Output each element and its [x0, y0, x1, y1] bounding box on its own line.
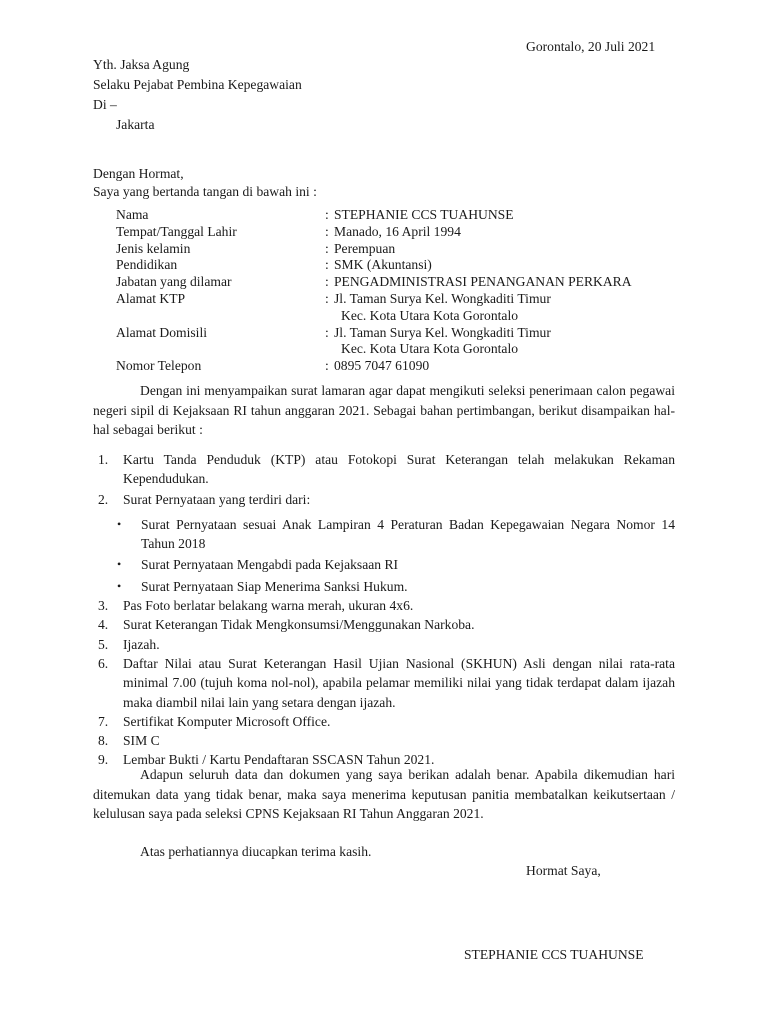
list-number: 6. — [98, 655, 109, 671]
bullet-icon: • — [117, 516, 122, 531]
thanks-line: Atas perhatiannya diucapkan terima kasih. — [140, 844, 372, 859]
identity-row — [116, 325, 632, 359]
list-text: Kartu Tanda Penduduk (KTP) atau Fotokopi Surat Keterangan telah melakukan Rekaman Kependudukan. — [123, 452, 675, 487]
attachment-list — [93, 450, 675, 770]
list-item — [93, 712, 675, 731]
list-text: Surat Keterangan Tidak Mengkonsumsi/Menggunakan Narkoba. — [123, 617, 475, 633]
place-date: Gorontalo, 20 Juli 2021 — [526, 39, 656, 54]
list-number: 4. — [98, 617, 109, 633]
sub-bullet-item — [117, 515, 675, 554]
identity-label: Alamat KTP — [116, 290, 186, 306]
address-line: Kec. Kota Utara Kota Gorontalo — [341, 307, 519, 323]
list-item — [93, 731, 675, 750]
body-paragraph — [93, 381, 675, 440]
identity-value: Manado, 16 April 1994 — [334, 223, 461, 239]
list-text: Ijazah. — [123, 636, 160, 652]
identity-value: Perempuan — [334, 240, 396, 256]
identity-colon: : — [325, 207, 329, 222]
list-item — [93, 635, 675, 654]
salutation: Dengan Hormat, — [93, 166, 184, 181]
list-number: 5. — [98, 636, 109, 652]
sub-bullet-text: Surat Pernyataan sesuai Anak Lampiran 4 Peraturan Badan Kepegawaian Negara Nomor 14 Tahun 2018 — [141, 516, 675, 552]
bullet-icon: • — [117, 557, 122, 572]
list-item — [93, 490, 675, 596]
closing-paragraph-text: Adapun seluruh data dan dokumen yang saya berikan adalah benar. Apabila dikemudian hari ditemukan data yang tidak benar, maka saya menerima keputusan panitia membatalkan keikutsertaan / kelulusan saya pada seleksi CPNS Kejaksaan RI Tahun Anggaran 2021. — [93, 767, 675, 821]
identity-label: Jenis kelamin — [116, 240, 191, 256]
identity-row — [116, 291, 632, 325]
identity-colon: : — [325, 274, 329, 290]
identity-label: Nama — [116, 207, 149, 222]
identity-label: Pendidikan — [116, 257, 178, 273]
sub-bullet-item — [117, 555, 675, 574]
list-number: 3. — [98, 598, 109, 614]
body-paragraph-text: Dengan ini menyampaikan surat lamaran agar dapat mengikuti seleksi penerimaan calon pegawai negeri sipil di Kejaksaan RI tahun anggaran 2021. Sebagai bahan pertimbangan, berikut disampaikan hal-hal sebagai berikut : — [93, 383, 675, 437]
bullet-icon: • — [117, 578, 122, 593]
list-number: 7. — [98, 713, 109, 729]
list-number: 9. — [98, 752, 109, 768]
identity-label: Tempat/Tanggal Lahir — [116, 223, 237, 239]
recipient-line: Di – — [93, 97, 117, 112]
list-item — [93, 615, 675, 634]
list-text: Lembar Bukti / Kartu Pendaftaran SSCASN Tahun 2021. — [123, 752, 435, 768]
recipient-city: Jakarta — [116, 117, 155, 132]
sub-bullet-text: Surat Pernyataan Siap Menerima Sanksi Hukum. — [141, 578, 408, 594]
sign-off: Hormat Saya, — [526, 863, 601, 878]
identity-value: PENGADMINISTRASI PENANGANAN PERKARA — [334, 274, 632, 290]
list-item — [93, 596, 675, 615]
identity-value — [334, 325, 632, 359]
recipient-line: Selaku Pejabat Pembina Kepegawaian — [93, 77, 302, 92]
address-line: Kec. Kota Utara Kota Gorontalo — [341, 341, 519, 357]
identity-value — [334, 291, 632, 325]
list-item — [93, 654, 675, 712]
list-number: 8. — [98, 733, 109, 749]
identity-row — [116, 257, 632, 274]
identity-value: SMK (Akuntansi) — [334, 257, 432, 273]
list-number: 2. — [98, 491, 109, 507]
identity-value: 0895 7047 61090 — [334, 358, 430, 374]
list-text: Pas Foto berlatar belakang warna merah, ukuran 4x6. — [123, 598, 414, 614]
identity-colon: : — [325, 240, 329, 256]
address-line: Jl. Taman Surya Kel. Wongkaditi Timur — [334, 324, 551, 340]
list-number: 1. — [98, 452, 109, 467]
intro-line: Saya yang bertanda tangan di bawah ini : — [93, 184, 317, 199]
greeting-block — [93, 165, 317, 201]
identity-colon: : — [325, 257, 329, 273]
identity-row — [116, 207, 632, 224]
identity-row — [116, 358, 632, 375]
recipient-block — [93, 55, 302, 135]
signer-name: STEPHANIE CCS TUAHUNSE — [464, 947, 644, 962]
identity-colon: : — [325, 290, 329, 306]
sub-bullet-text: Surat Pernyataan Mengabdi pada Kejaksaan RI — [141, 557, 399, 573]
sub-bullet-list — [117, 515, 675, 596]
identity-colon: : — [325, 324, 329, 340]
identity-label: Nomor Telepon — [116, 358, 202, 374]
identity-row — [116, 274, 632, 291]
identity-colon: : — [325, 358, 329, 374]
list-text: Daftar Nilai atau Surat Keterangan Hasil Ujian Nasional (SKHUN) Asli dengan nilai rata-rata minimal 7.00 (tujuh koma nol-nol), apabila pelamar memiliki nilai yang tidak terdapat dalam ijazah maka diambil nilai lain yang setara dengan ijazah. — [123, 655, 675, 710]
identity-row — [116, 241, 632, 258]
address-line: Jl. Taman Surya Kel. Wongkaditi Timur — [334, 290, 551, 306]
list-text: Surat Pernyataan yang terdiri dari: — [123, 491, 311, 507]
identity-label: Jabatan yang dilamar — [116, 274, 232, 290]
recipient-line: Yth. Jaksa Agung — [93, 57, 190, 72]
identity-label: Alamat Domisili — [116, 324, 207, 340]
sub-bullet-item — [117, 577, 675, 596]
identity-colon: : — [325, 223, 329, 239]
closing-paragraph — [93, 765, 675, 824]
list-text: Sertifikat Komputer Microsoft Office. — [123, 713, 331, 729]
list-item — [93, 450, 675, 489]
identity-row — [116, 224, 632, 241]
identity-table — [116, 207, 632, 375]
list-text: SIM C — [123, 733, 160, 749]
identity-value: STEPHANIE CCS TUAHUNSE — [334, 207, 514, 222]
